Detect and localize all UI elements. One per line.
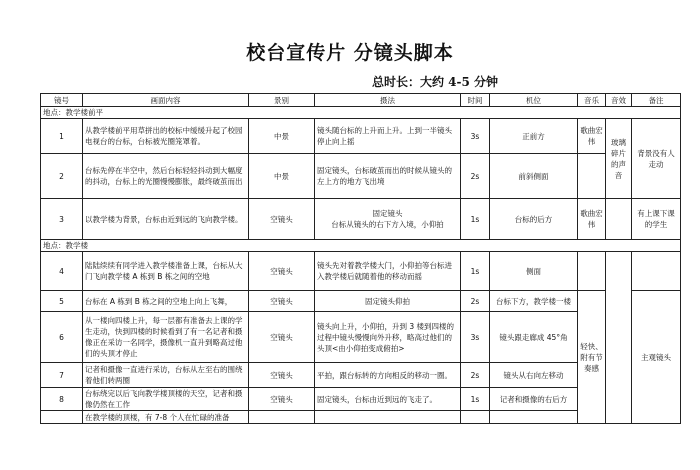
shot-method: 镜头先对着教学楼大门，小仰拍等台标进入教学楼后就随着他的移动而摇 — [315, 252, 461, 291]
shot-scale: 空镜头 — [249, 363, 315, 388]
shot-position: 台标的后方 — [490, 199, 578, 240]
shot-method: 镜头向上升，小仰拍，升到 3 楼到四楼的过程中镜头慢慢向外升移，略高过他们的头顶<由小仰拍变成俯拍> — [315, 312, 461, 363]
total-duration: 总时长：大约 4-5 分钟 — [372, 75, 499, 89]
shot-position: 侧面 — [490, 252, 578, 291]
shot-time: 2s — [461, 291, 490, 312]
shot-content: 从一楼向四楼上升，每一层都有准备去上课的学生走动，快到四楼的时候看到了有一名记者和摄像正在采访一名同学，摄像机一直升到略高过他们的头顶才停止 — [83, 312, 249, 363]
col-header-music: 音乐 — [578, 94, 606, 107]
shot-scale: 空镜头 — [249, 199, 315, 240]
col-header-time: 时间 — [461, 94, 490, 107]
table-row — [41, 291, 681, 312]
table-row — [41, 252, 681, 291]
music-cell-empty — [578, 154, 606, 199]
col-header-scale: 景别 — [249, 94, 315, 107]
storyboard-table — [40, 93, 681, 424]
col-header-shot-no: 镜号 — [41, 94, 83, 107]
shot-scale: 空镜头 — [249, 388, 315, 411]
col-header-method: 摄法 — [315, 94, 461, 107]
shot-time: 3s — [461, 119, 490, 154]
col-header-position: 机位 — [490, 94, 578, 107]
shot-method: 固定镜头，台标由近到远的飞走了。 — [315, 388, 461, 411]
location-label: 地点：教学楼前平 — [41, 107, 681, 119]
location-row — [41, 107, 681, 119]
notes-cell-empty — [632, 252, 681, 291]
shot-method: 平拍，跟台标转的方向相反的移动一圈。 — [315, 363, 461, 388]
shot-no: 8 — [41, 388, 83, 411]
shot-position: 镜头跟走廊成 45°角 — [490, 312, 578, 363]
shot-content: 在教学楼的顶楼，有 7-8 个人在忙碌的准备 — [83, 411, 249, 424]
shot-method: 固定镜头仰拍 — [315, 291, 461, 312]
notes-cell: 主观镜头 — [632, 291, 681, 424]
col-header-content: 画面内容 — [83, 94, 249, 107]
shot-time: 1s — [461, 252, 490, 291]
table-row — [41, 119, 681, 154]
location-label: 地点：教学楼 — [41, 240, 681, 252]
header-row — [41, 94, 681, 107]
col-header-notes: 备注 — [632, 94, 681, 107]
sfx-cell-empty — [606, 199, 632, 240]
shot-scale: 空镜头 — [249, 252, 315, 291]
shot-position: 镜头从右向左移动 — [490, 363, 578, 388]
shot-content: 以教学楼为背景，台标由近到远的飞向教学楼。 — [83, 199, 249, 240]
shot-no: 3 — [41, 199, 83, 240]
shot-content: 陆陆续续有同学进入教学楼准备上课，台标从大门飞向教学楼 A 栋到 B 栋之间的空地 — [83, 252, 249, 291]
col-header-sfx: 音效 — [606, 94, 632, 107]
shot-no: 7 — [41, 363, 83, 388]
shot-content: 台标在 A 栋到 B 栋之间的空地上向上飞舞， — [83, 291, 249, 312]
music-cell: 轻快、附有节奏感 — [578, 291, 606, 424]
shot-no: 1 — [41, 119, 83, 154]
shot-method: 固定镜头，台标破茧而出的时候从镜头的左上方的地方飞出境 — [315, 154, 461, 199]
shot-time: 2s — [461, 363, 490, 388]
music-cell: 歌曲宏伟 — [578, 199, 606, 240]
music-cell: 歌曲宏伟 — [578, 119, 606, 154]
notes-cell: 有上课下课的学生 — [632, 199, 681, 240]
shot-no: 2 — [41, 154, 83, 199]
shot-scale — [249, 411, 315, 424]
shot-no: 5 — [41, 291, 83, 312]
shot-no: 6 — [41, 312, 83, 363]
shot-time: 1s — [461, 388, 490, 411]
shot-scale: 中景 — [249, 119, 315, 154]
notes-cell: 背景没有人走动 — [632, 119, 681, 199]
shot-content: 从教学楼前平用草拼出的校标中缓缓升起了校园电视台的台标，台标被光圈笼罩着。 — [83, 119, 249, 154]
shot-time: 3s — [461, 312, 490, 363]
shot-method — [315, 411, 461, 424]
shot-time: 1s — [461, 199, 490, 240]
music-cell-empty — [578, 252, 606, 291]
location-row — [41, 240, 681, 252]
shot-position: 前斜侧面 — [490, 154, 578, 199]
sfx-cell: 玻璃碎片的声音 — [606, 119, 632, 199]
page-title: 校台宣传片 分镜头脚本 — [246, 42, 454, 64]
shot-position: 台标下方，教学楼一楼 — [490, 291, 578, 312]
shot-position: 记者和摄像的右后方 — [490, 388, 578, 411]
shot-content: 记者和摄像一直进行采访，台标从左至右的围绕着他们转两圈 — [83, 363, 249, 388]
shot-position: 正前方 — [490, 119, 578, 154]
shot-time — [461, 411, 490, 424]
table-row — [41, 154, 681, 199]
shot-position — [490, 411, 578, 424]
shot-content: 台标绕完以后飞向教学楼顶楼的天空，记者和摄像仍然在工作 — [83, 388, 249, 411]
shot-scale: 中景 — [249, 154, 315, 199]
sfx-cell-empty — [606, 252, 632, 424]
shot-content: 台标先停在半空中，然后台标轻轻抖动到大幅度的抖动，台标上的光圈慢慢膨胀，最终破茧而出 — [83, 154, 249, 199]
shot-scale: 空镜头 — [249, 291, 315, 312]
shot-method: 镜头随台标的上升而上升。上到一半镜头停止向上摇 — [315, 119, 461, 154]
shot-time: 2s — [461, 154, 490, 199]
shot-scale: 空镜头 — [249, 312, 315, 363]
shot-method: 固定镜头 台标从镜头的右下方入境，小仰拍 — [315, 199, 461, 240]
shot-no: 4 — [41, 252, 83, 291]
table-row — [41, 199, 681, 240]
shot-no — [41, 411, 83, 424]
